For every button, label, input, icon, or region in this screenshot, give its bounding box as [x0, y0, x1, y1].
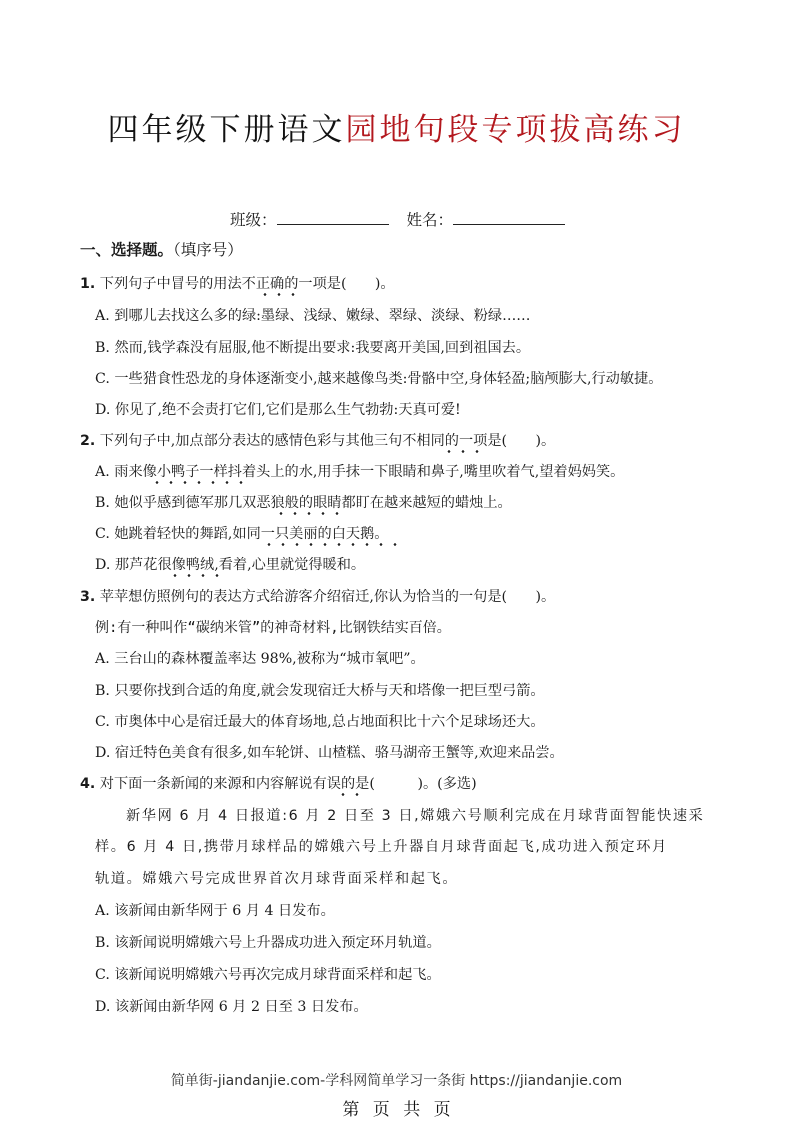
page-title — [0, 108, 793, 152]
question-number: 2. — [80, 433, 96, 449]
news-line-1: 新华网 6 月 4 日报道:6 月 2 日至 3 日,嫦娥六号顺利完成在月球背面智能快速采 — [126, 808, 705, 824]
option-4a: A. 该新闻由新华网于 6 月 4 日发布。 — [95, 903, 335, 919]
question-text: 下列句子中冒号的用法不正确的一项是( )。 — [99, 276, 395, 292]
option-4c: C. 该新闻说明嫦娥六号再次完成月球背面采样和起飞。 — [95, 967, 441, 983]
question-text: 苹苹想仿照例句的表达方式给游客介绍宿迁,你认为恰当的一句是( )。 — [99, 589, 556, 605]
question-text: 对下面一条新闻的来源和内容解说有误的是( )。(多选) — [99, 776, 477, 792]
emphasis-dots — [150, 481, 248, 484]
class-label: 班级： — [230, 211, 277, 229]
option-4b: B. 该新闻说明嫦娥六号上升器成功进入预定环月轨道。 — [95, 935, 441, 951]
option-3c: C. 市奥体中心是宿迁最大的体育场地,总占地面积比十六个足球场还大。 — [95, 714, 545, 730]
option-3a: A. 三台山的森林覆盖率达 98%,被称为“城市氧吧”。 — [95, 651, 425, 667]
question-2 — [80, 430, 555, 452]
question-text: 下列句子中,加点部分表达的感情色彩与其他三句不相同的一项是( )。 — [99, 433, 556, 449]
question-number: 3. — [80, 589, 96, 605]
name-field[interactable] — [453, 208, 565, 225]
option-3b: B. 只要你找到合适的角度,就会发现宿迁大桥与天和塔像一把巨型弓箭。 — [95, 683, 545, 699]
name-label: 姓名： — [406, 211, 454, 229]
class-field[interactable] — [277, 208, 389, 225]
emphasis-dots — [262, 543, 402, 546]
option-1a: A. 到哪儿去找这么多的绿:墨绿、浅绿、嫩绿、翠绿、淡绿、粉绿…… — [95, 308, 531, 324]
section-note: （填序号） — [173, 241, 243, 259]
section-title: 一、选择题。 — [80, 241, 174, 259]
question-3 — [80, 586, 555, 608]
emphasis-dots — [336, 793, 364, 796]
emphasis-dots — [168, 574, 224, 577]
question-number: 4. — [80, 776, 96, 792]
student-info — [230, 208, 583, 232]
question-1 — [80, 273, 395, 295]
emphasis-dots — [274, 512, 344, 515]
option-3d: D. 宿迁特色美食有很多,如车轮饼、山楂糕、骆马湖帝王蟹等,欢迎来品尝。 — [95, 745, 564, 761]
option-1c: C. 一些猎食性恐龙的身体逐渐变小,越来越像鸟类:骨骼中空,身体轻盈;脑颅膨大,行动敏捷。 — [95, 371, 663, 387]
title-part-2: 园地句段专项拔高练习 — [345, 112, 686, 148]
news-line-2: 样。6 月 4 日,携带月球样品的嫦娥六号上升器自月球背面起飞,成功进入预定环月 — [95, 839, 668, 855]
title-part-1: 四年级下册语文 — [107, 112, 346, 148]
question-number: 1. — [80, 276, 96, 292]
option-2c: C. 她跳着轻快的舞蹈,如同一只美丽的白天鹅。 — [95, 526, 389, 542]
emphasis-dots — [258, 293, 300, 296]
option-2d: D. 那芦花很像鸭绒,看着,心里就觉得暖和。 — [95, 557, 366, 573]
option-2a: A. 雨来像小鸭子一样抖着头上的水,用手抹一下眼睛和鼻子,嘴里吹着气,望着妈妈笑。 — [95, 464, 625, 480]
news-line-3: 轨道。嫦娥六号完成世界首次月球背面采样和起飞。 — [95, 871, 459, 887]
question-4 — [80, 773, 477, 795]
example-sentence: 例:有一种叫作“碳纳米管”的神奇材料,比钢铁结实百倍。 — [95, 620, 451, 636]
section-heading — [80, 238, 243, 262]
page-number: 第 页 共 页 — [342, 1100, 451, 1120]
option-1d: D. 你见了,绝不会责打它们,它们是那么生气勃勃:天真可爱! — [95, 402, 461, 418]
option-1b: B. 然而,钱学森没有屈服,他不断提出要求:我要离开美国,回到祖国去。 — [95, 340, 531, 356]
footer-source: 简单街-jiandanjie.com-学科网简单学习一条街 https://jiandanjie.com — [170, 1073, 623, 1089]
option-2b: B. 她似乎感到德军那几双恶狼般的眼睛都盯在越来越短的蜡烛上。 — [95, 495, 512, 511]
option-4d: D. 该新闻由新华网 6 月 2 日至 3 日发布。 — [95, 999, 368, 1015]
emphasis-dots — [442, 450, 484, 453]
